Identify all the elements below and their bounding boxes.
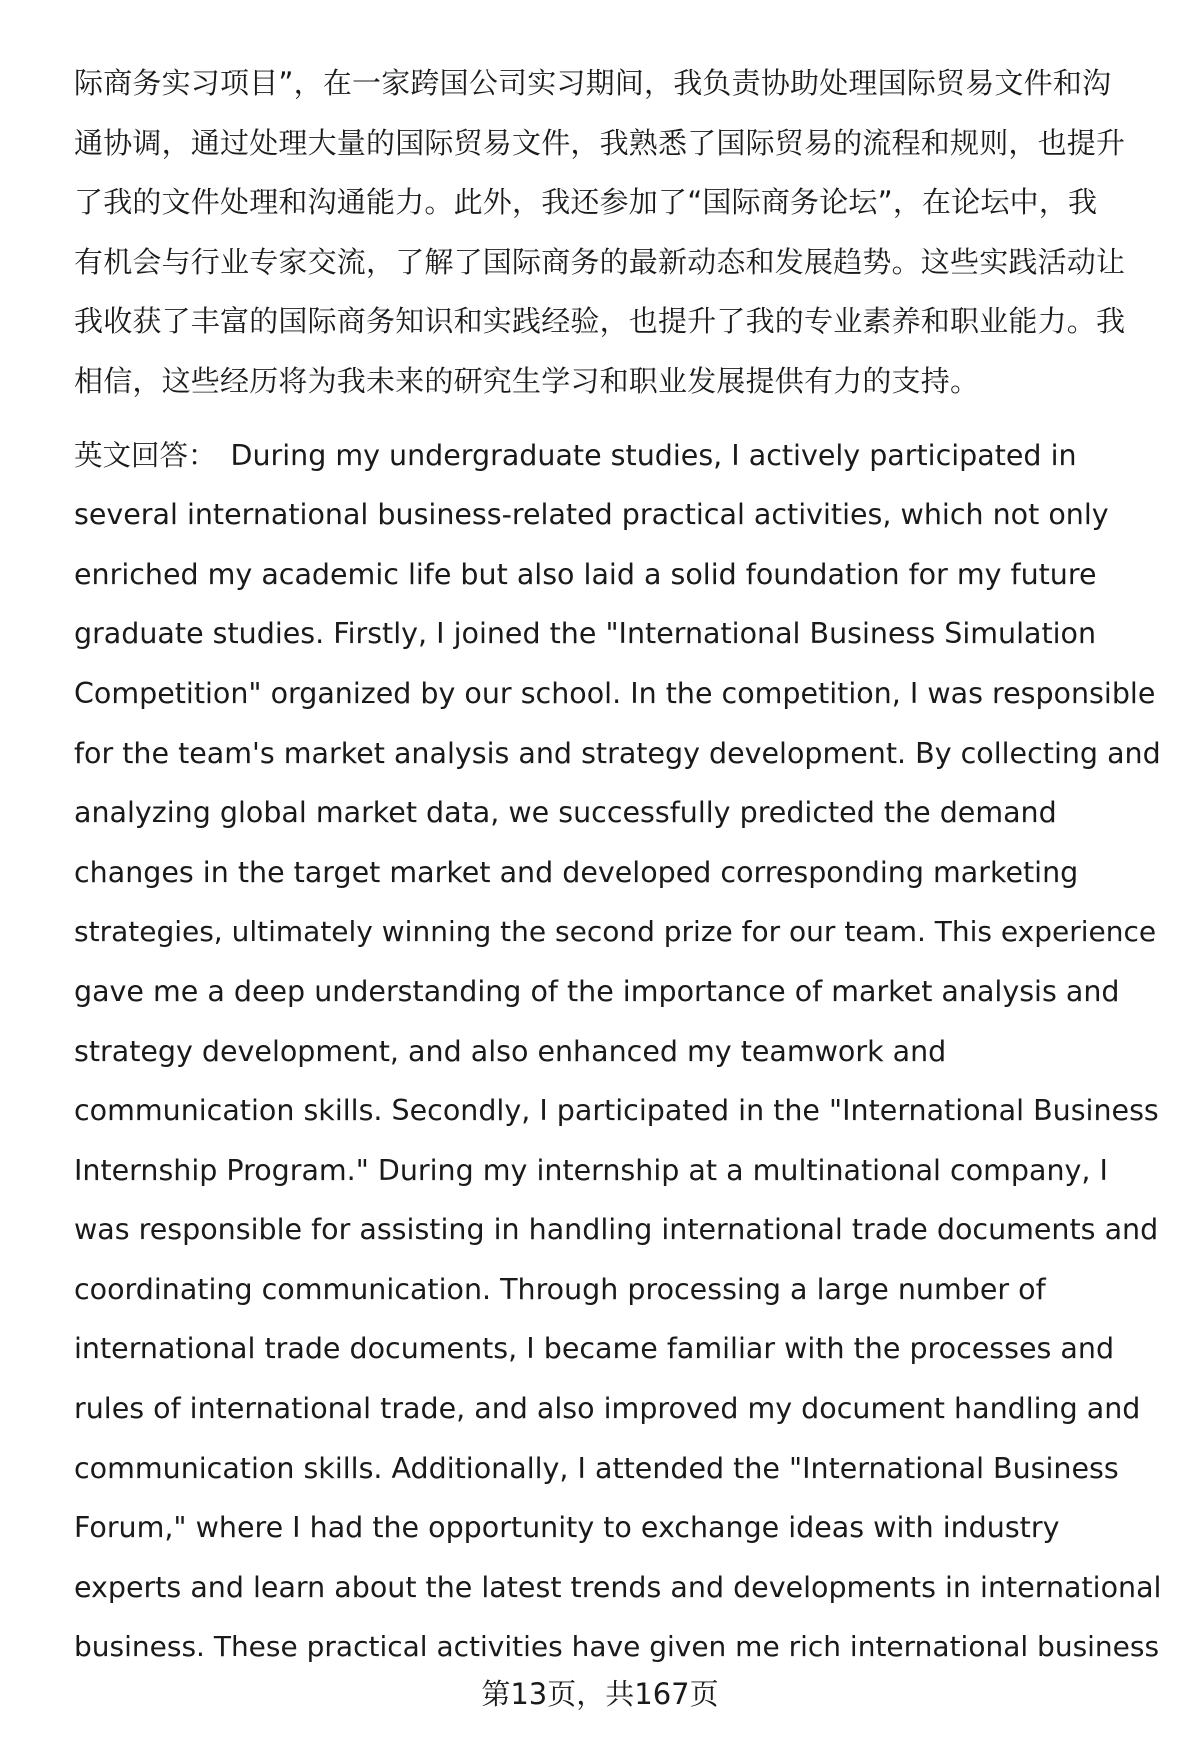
- chinese-line: 了我的文件处理和沟通能力。此外，我还参加了“国际商务论坛”，在论坛中，我: [74, 185, 1098, 220]
- english-line: graduate studies. Firstly, I joined the "International Business Simulation: [74, 617, 1097, 651]
- english-line: business. These practical activities have given me rich international business: [74, 1630, 1160, 1664]
- english-line: During my undergraduate studies, I actively participated in: [230, 438, 1077, 472]
- english-line: experts and learn about the latest trends and developments in international: [74, 1570, 1162, 1604]
- english-line: strategies, ultimately winning the second prize for our team. This experience: [74, 915, 1157, 949]
- chinese-line: 际商务实习项目”，在一家跨国公司实习期间，我负责协助处理国际贸易文件和沟: [74, 66, 1112, 100]
- english-line: enriched my academic life but also laid a solid foundation for my future: [74, 557, 1097, 591]
- chinese-paragraph: [74, 54, 1162, 412]
- english-line: coordinating communication. Through processing a large number of: [74, 1272, 1046, 1306]
- chinese-line: 相信，这些经历将为我未来的研究生学习和职业发展提供有力的支持。: [74, 363, 980, 398]
- english-first-line: [74, 426, 1162, 486]
- english-line: rules of international trade, and also improved my document handling and: [74, 1392, 1141, 1426]
- english-line: strategy development, and also enhanced my teamwork and: [74, 1034, 947, 1068]
- english-line: international trade documents, I became familiar with the processes and: [74, 1332, 1115, 1366]
- english-answer-label: 英文回答：: [74, 438, 217, 472]
- chinese-line: 我收获了丰富的国际商务知识和实践经验，也提升了我的专业素养和职业能力。我: [74, 304, 1126, 339]
- chinese-line: 通协调，通过处理大量的国际贸易文件，我熟悉了国际贸易的流程和规则，也提升: [74, 125, 1126, 160]
- english-line: gave me a deep understanding of the importance of market analysis and: [74, 974, 1120, 1008]
- document-body: [74, 54, 1162, 1677]
- english-line: communication skills. Additionally, I attended the "International Business: [74, 1451, 1119, 1485]
- english-line: changes in the target market and developed corresponding marketing: [74, 855, 1079, 889]
- english-line: several international business-related practical activities, which not only: [74, 498, 1109, 532]
- page-indicator: 第13页，共167页: [481, 1677, 719, 1711]
- english-line: analyzing global market data, we successfully predicted the demand: [74, 796, 1057, 830]
- english-line: was responsible for assisting in handling international trade documents and: [74, 1213, 1159, 1247]
- english-line: communication skills. Secondly, I participated in the "International Business: [74, 1094, 1159, 1128]
- chinese-line: 有机会与行业专家交流，了解了国际商务的最新动态和发展趋势。这些实践活动让: [74, 244, 1126, 279]
- english-line: Competition" organized by our school. In the competition, I was responsible: [74, 676, 1156, 710]
- english-line: Forum," where I had the opportunity to exchange ideas with industry: [74, 1511, 1060, 1545]
- english-paragraph: [74, 426, 1162, 1677]
- english-line: for the team's market analysis and strategy development. By collecting and: [74, 736, 1161, 770]
- english-line: Internship Program." During my internship at a multinational company, I: [74, 1153, 1108, 1187]
